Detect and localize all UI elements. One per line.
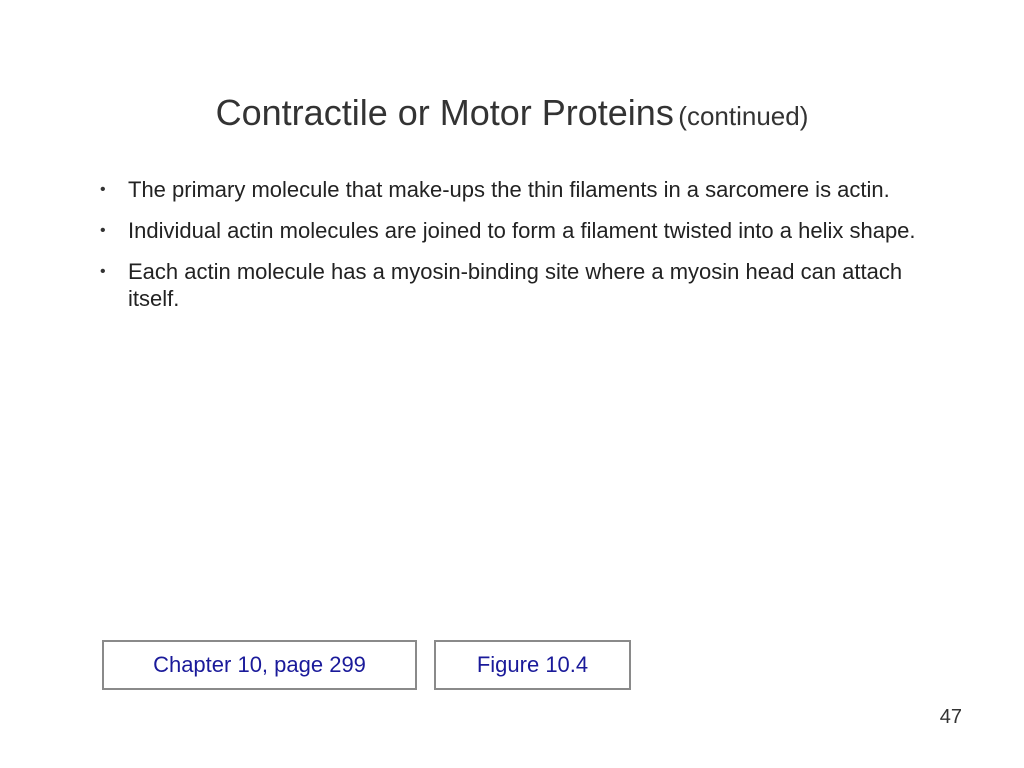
slide-title-suffix: (continued) <box>678 101 809 131</box>
bullet-list <box>100 176 920 326</box>
figure-reference-label: Figure 10.4 <box>476 652 589 677</box>
bullet-dot-icon: • <box>100 263 106 280</box>
chapter-reference-button[interactable] <box>102 640 417 690</box>
bullet-item <box>100 176 920 203</box>
slide-title <box>0 92 1024 134</box>
chapter-reference-label: Chapter 10, page 299 <box>153 652 366 677</box>
bullet-dot-icon: • <box>100 181 106 198</box>
bullet-text: Each actin molecule has a myosin-binding site where a myosin head can attach itself. <box>128 259 903 311</box>
bullet-text: Individual actin molecules are joined to form a filament twisted into a helix shape. <box>128 218 916 243</box>
figure-reference-button[interactable] <box>434 640 631 690</box>
slide-title-main: Contractile or Motor Proteins <box>215 92 674 133</box>
bullet-item <box>100 217 920 244</box>
bullet-dot-icon: • <box>100 222 106 239</box>
bullet-item <box>100 258 920 312</box>
bullet-text: The primary molecule that make-ups the thin filaments in a sarcomere is actin. <box>128 177 890 202</box>
page-number: 47 <box>939 706 962 728</box>
